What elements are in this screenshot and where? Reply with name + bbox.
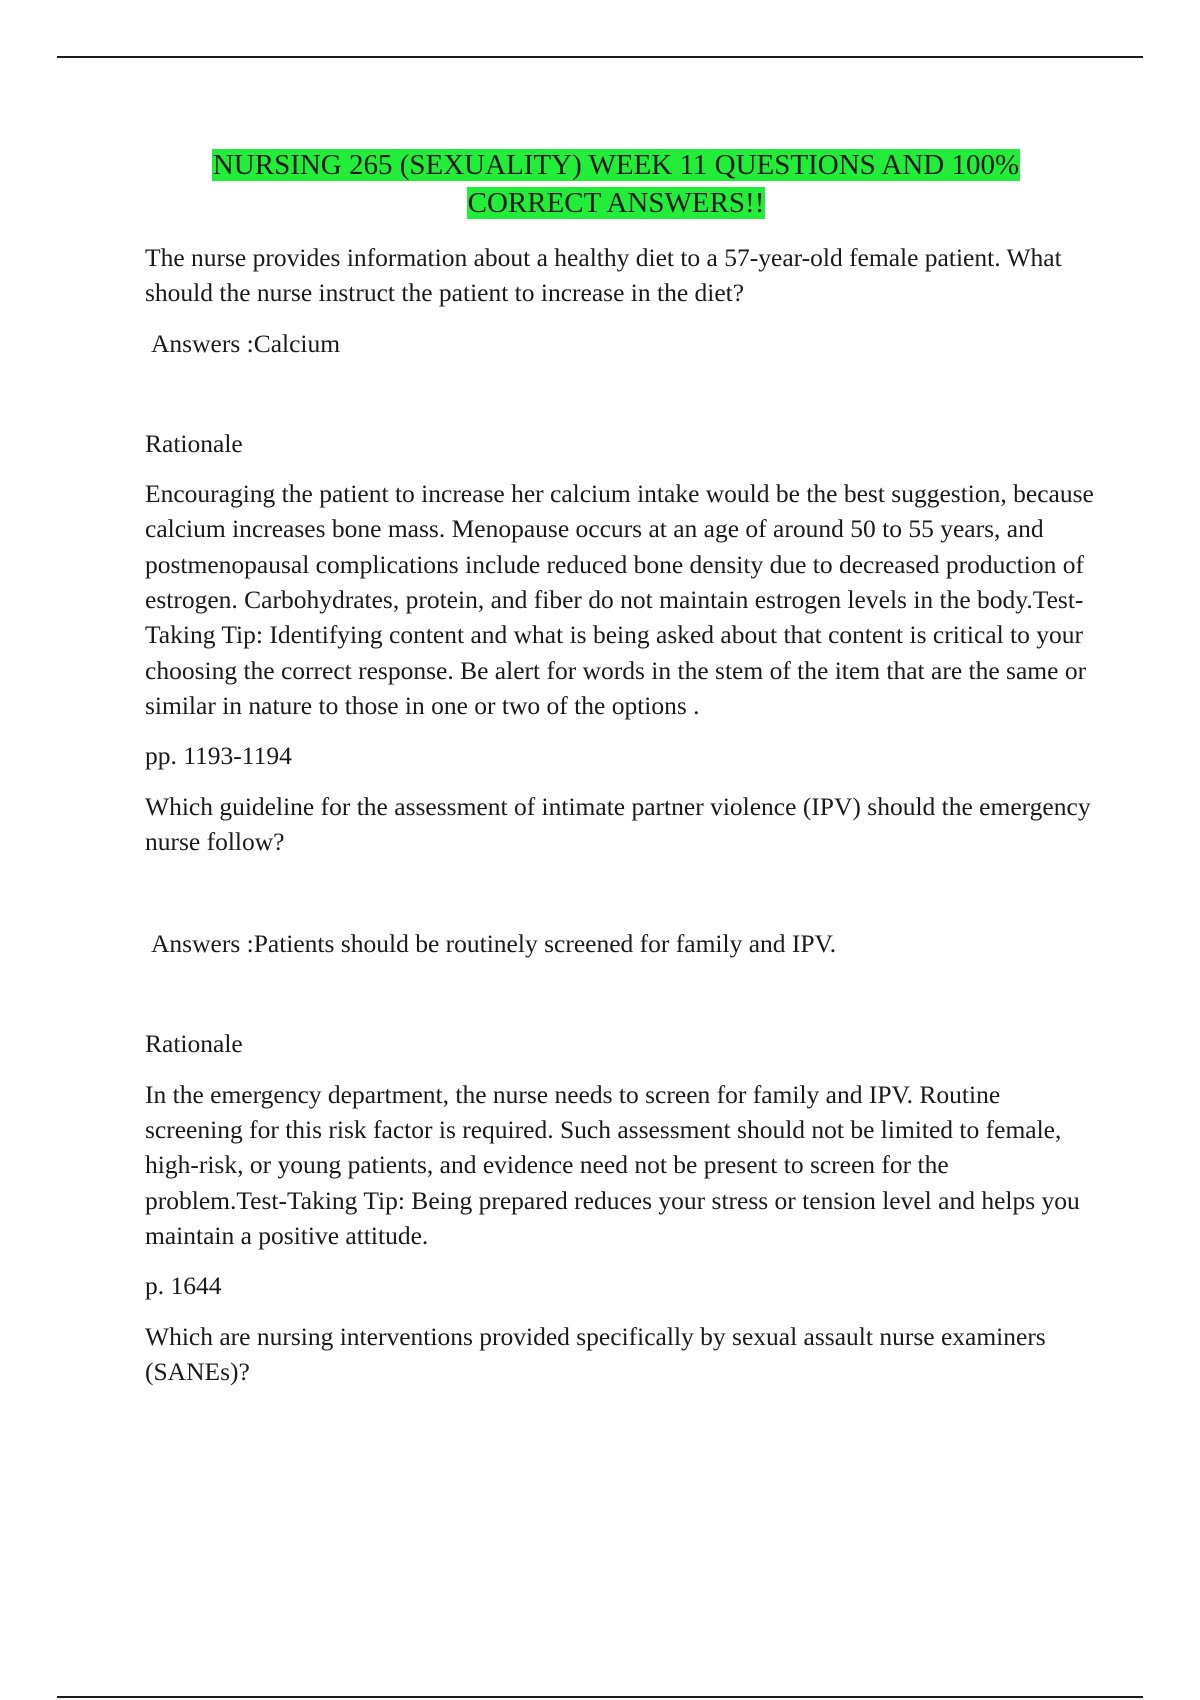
reference-1: pp. 1193-1194: [145, 741, 292, 771]
rationale-1: Encouraging the patient to increase her calcium intake would be the best suggestion, because calcium increases bone mass. Menopause occurs at an age of around 50 to 55 years, and postmenopausal complications include reduced bone density due to decreased production of estrogen. Carbohydrates, protein, and fiber do not maintain estrogen levels in the body.Test-Taking Tip: Identifying content and what is being asked about that content is critical to your choosing the correct response. Be alert for words in the stem of the item that are the same or similar in nature to those in one or two of the options .: [145, 479, 1094, 720]
question-1: The nurse provides information about a healthy diet to a 57-year-old female patient. What should the nurse instruct the patient to increase in the diet?: [145, 243, 1062, 308]
rationale-heading-2: Rationale: [145, 1029, 243, 1059]
document-title: [145, 146, 1087, 222]
rationale-2: In the emergency department, the nurse needs to screen for family and IPV. Routine screening for this risk factor is required. Such assessment should not be limited to female, high-risk, or young patients, and evidence need not be present to screen for the problem.Test-Taking Tip: Being prepared reduces your stress or tension level and helps you maintain a positive attitude.: [145, 1079, 1080, 1250]
rationale-heading-1: Rationale: [145, 428, 243, 458]
question-3: Which are nursing interventions provided specifically by sexual assault nurse examiners (SANEs)?: [145, 1321, 1046, 1386]
reference-2: p. 1644: [145, 1271, 222, 1301]
question-2: Which guideline for the assessment of intimate partner violence (IPV) should the emergency nurse follow?: [145, 791, 1091, 856]
top-rule: [57, 56, 1143, 58]
answer-1: Answers :Calcium: [151, 328, 341, 358]
title-line-1: NURSING 265 (SEXUALITY) WEEK 11 QUESTIONS AND 100%: [212, 149, 1020, 181]
bottom-rule: [57, 1696, 1143, 1698]
answer-2: Answers :Patients should be routinely screened for family and IPV.: [151, 929, 837, 959]
title-line-2: CORRECT ANSWERS!!: [467, 187, 765, 219]
document-body: [145, 240, 1095, 1389]
